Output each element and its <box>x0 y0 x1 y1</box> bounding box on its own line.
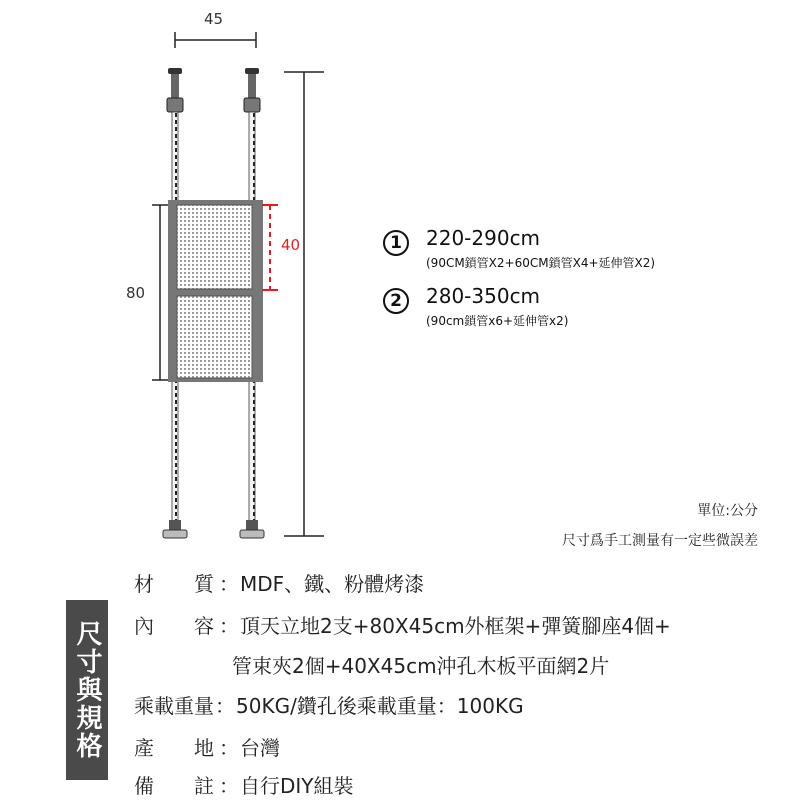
spec-contents-continued: 管束夾2個+40X45cm沖孔木板平面網2片 <box>232 654 610 678</box>
option-detail: (90CM鎖管X2+60CM鎖管X4+延伸管X2) <box>426 256 656 270</box>
spec-value: 台灣 <box>240 736 280 760</box>
option-number-badge: 2 <box>383 288 409 314</box>
spec-value: 頂天立地2支+80X45cm外框架+彈簧腳座4個+ <box>240 614 671 638</box>
total-height-dimension-line <box>284 72 324 536</box>
spec-origin: 產 地 ：台灣 <box>134 732 280 761</box>
option-range: 220-290cm <box>426 226 541 250</box>
panel-height-dimension-label: 80 <box>126 284 146 302</box>
unit-note: 單位:公分 <box>697 503 758 519</box>
frame-with-mesh-panels <box>168 200 263 382</box>
spec-remark: 備 註 ：自行DIY組裝 <box>134 770 354 799</box>
spec-value: MDF、鐵、粉體烤漆 <box>240 572 425 596</box>
spec-key: 內 容 <box>134 614 214 638</box>
spec-value: 自行DIY組裝 <box>240 774 354 798</box>
option-number-badge: 1 <box>383 230 409 256</box>
spec-section-title: 尺寸與規格 <box>66 600 108 780</box>
spec-value: 50KG/鑽孔後乘載重量：100KG <box>236 694 524 718</box>
spec-load: 乘載重量：50KG/鑽孔後乘載重量：100KG <box>134 690 524 719</box>
width-dimension-label: 45 <box>204 10 224 28</box>
spec-key: 材 質 <box>134 572 214 596</box>
option-detail: (90cm鎖管x6+延伸管x2) <box>426 314 569 328</box>
spec-contents: 內 容 ：頂天立地2支+80X45cm外框架+彈簧腳座4個+ <box>134 610 671 639</box>
section-height-dimension-label: 40 <box>281 236 301 254</box>
spec-material: 材 質 ：MDF、鐵、粉體烤漆 <box>134 568 424 597</box>
spec-key: 乘載重量 <box>134 694 214 718</box>
tolerance-note: 尺寸爲手工測量有一定些微誤差 <box>562 533 758 549</box>
section-height-dimension-line <box>262 205 278 290</box>
width-dimension-line <box>175 32 256 48</box>
spec-key: 產 地 <box>134 736 214 760</box>
panel-height-dimension-line <box>152 205 168 380</box>
option-range: 280-350cm <box>426 284 541 308</box>
spec-key: 備 註 <box>134 774 214 798</box>
